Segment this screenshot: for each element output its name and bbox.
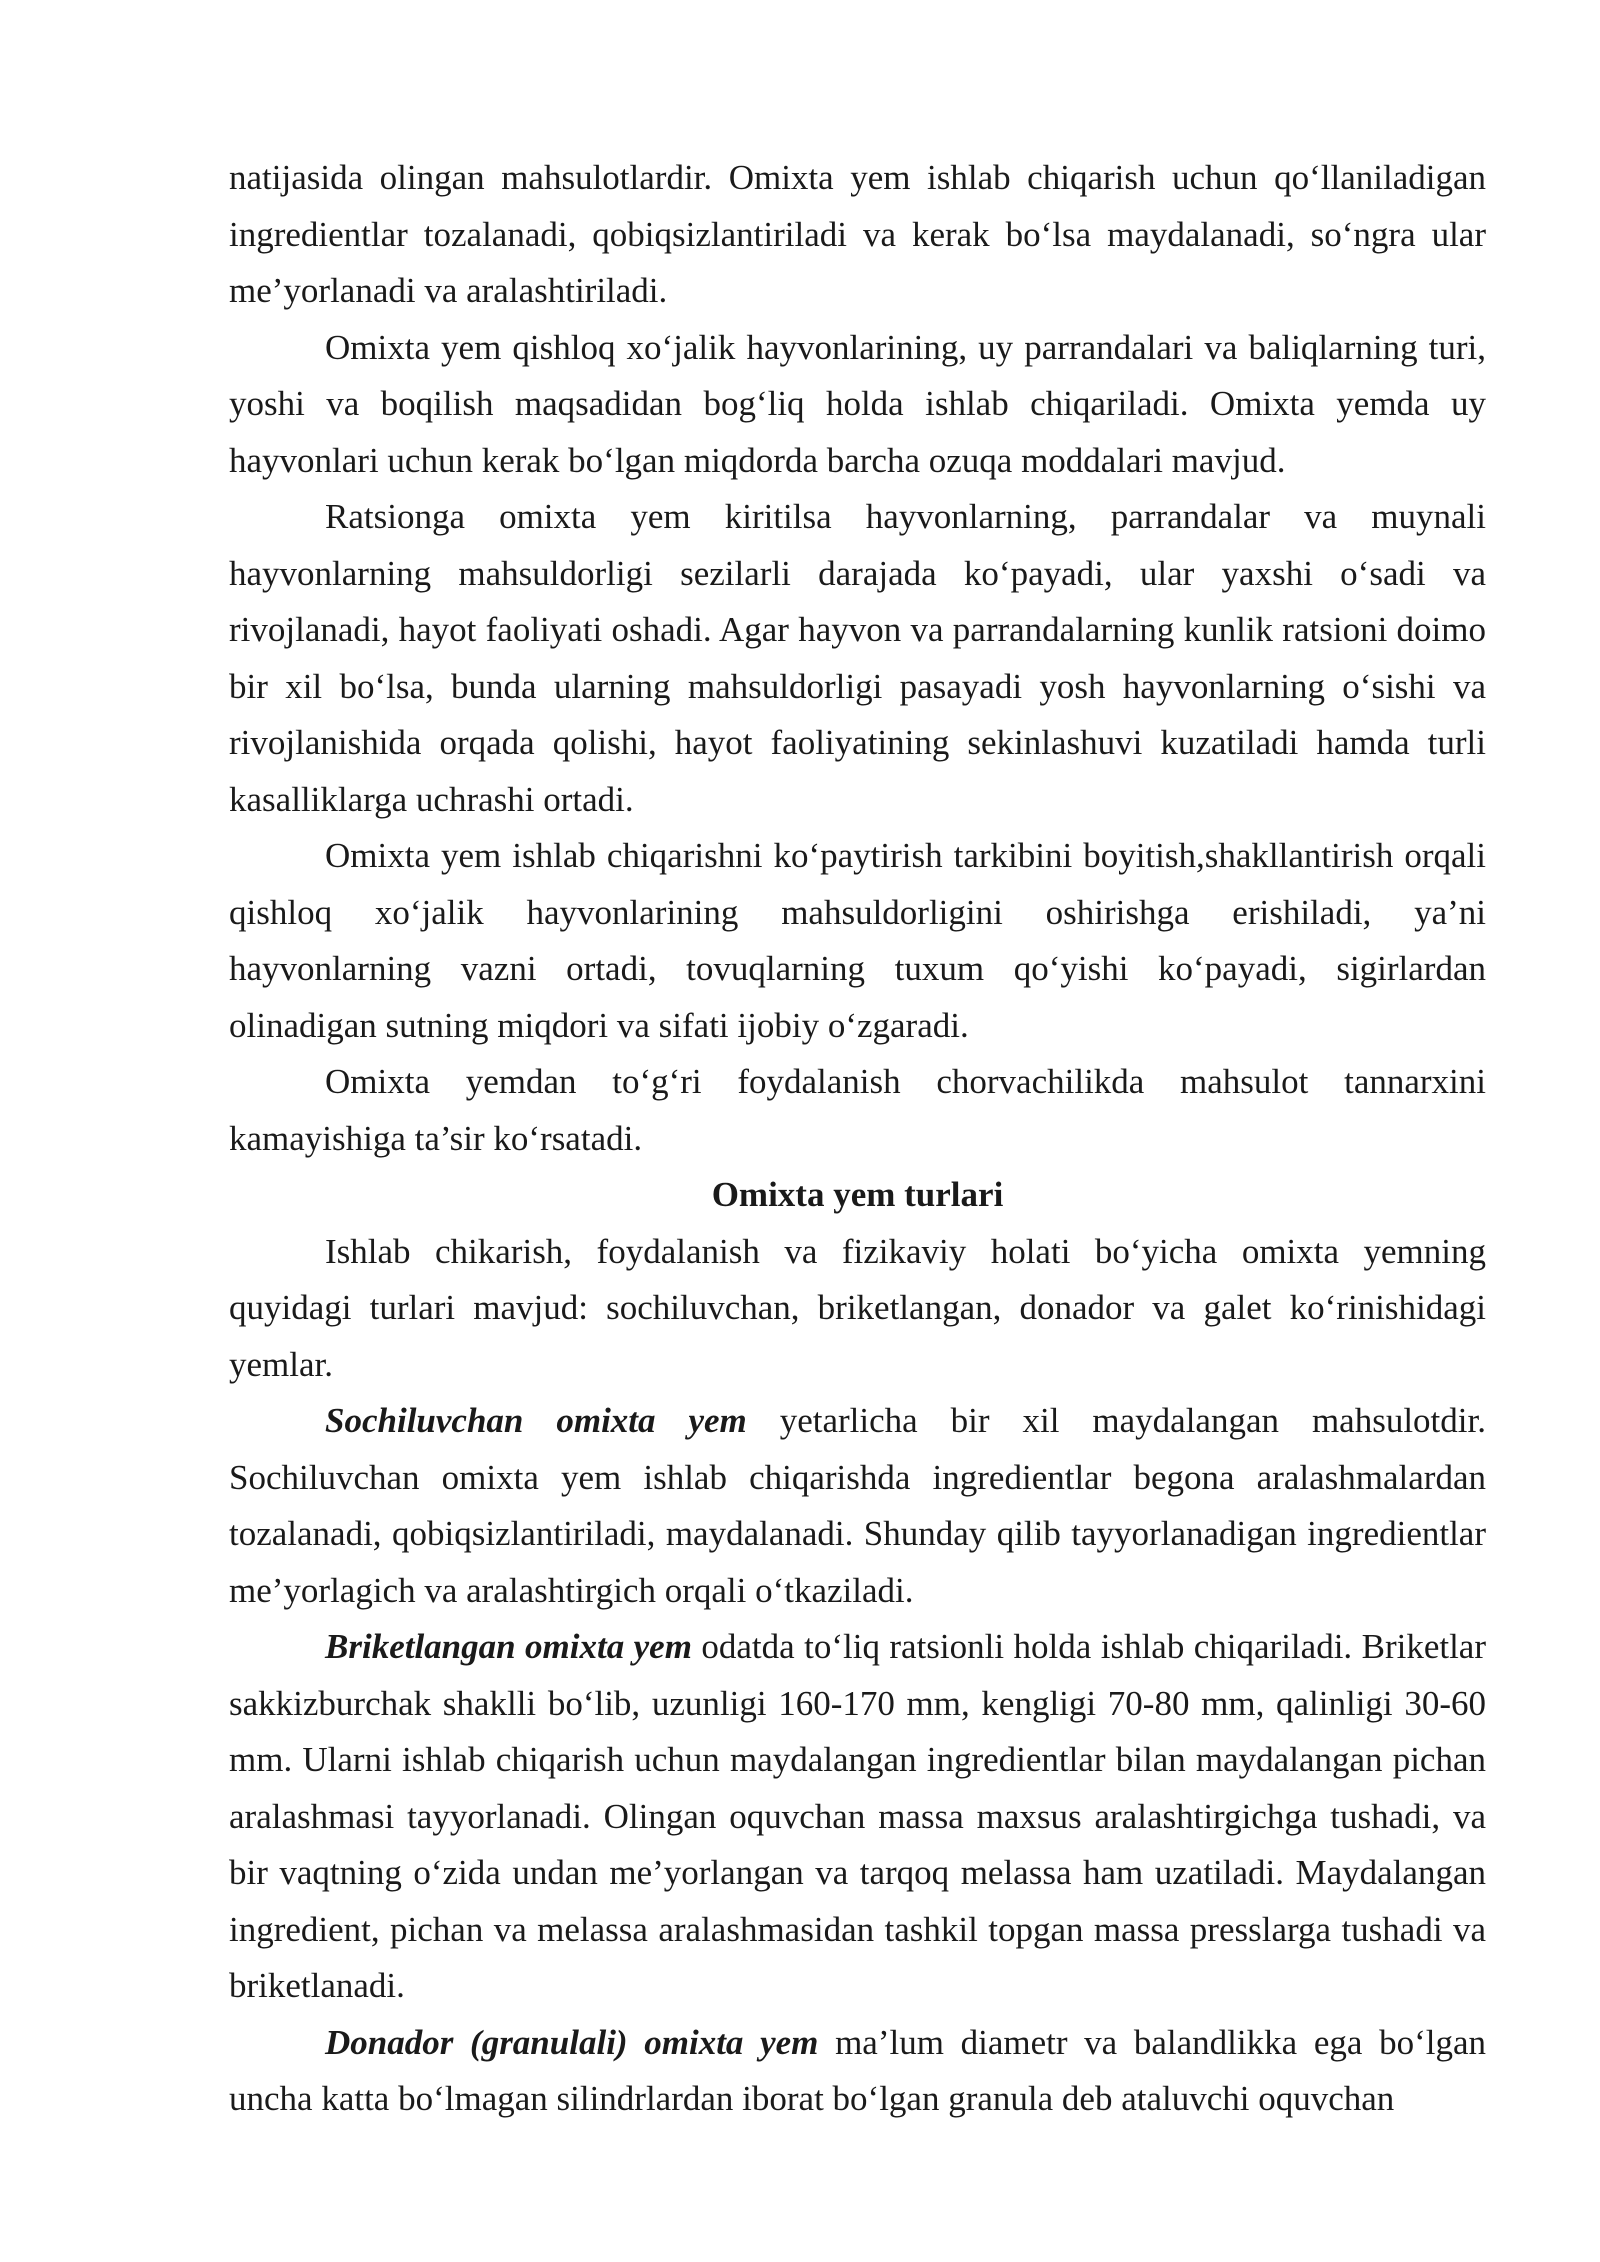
briquette-feed-text: odatda to‘liq ratsionli holda ishlab chiqariladi. Briketlar sakkizburchak shaklli bo‘lib, uzunligi 160-170 mm, kengligi 70-80 mm, qalinligi 30-60 mm. Ularni ishlab chiqarish uchun maydalangan ingredientlar bilan maydalangan pichan aralashmasi tayyorlanadi. Olingan oquvchan massa maxsus aralashtirgichga tushadi, va bir vaqtning o‘zida undan me’yorlangan va tarqoq melassa ham uzatiladi. Maydalangan ingredient, pichan va melassa aralashmasidan tashkil topgan massa presslarga tushadi va briketlanadi. bbox=[229, 1627, 1486, 2005]
section-heading: Omixta yem turlari bbox=[711, 1175, 1004, 1214]
paragraph-loose-feed bbox=[229, 1393, 1486, 1619]
paragraph-production-purpose: Omixta yem qishloq xo‘jalik hayvonlarining, uy parrandalari va baliqlarning turi, yoshi va boqilish maqsadidan bog‘liq holda ishlab chiqariladi. Omixta yemda uy hayvonlari uchun kerak bo‘lgan miqdorda barcha ozuqa moddalari mavjud. bbox=[229, 327, 1486, 480]
paragraph-cost-reduction: Omixta yemdan to‘g‘ri foydalanish chorvachilikda mahsulot tannarxini kamayishiga ta’sir ko‘rsatadi. bbox=[229, 1062, 1486, 1158]
paragraph-continuation: natijasida olingan mahsulotlardir. Omixta yem ishlab chiqarish uchun qo‘llaniladigan ingredientlar tozalanadi, qobiqsizlantiriladi va kerak bo‘lsa maydalanadi, so‘ngra ular me’yorlanadi va aralashtiriladi. bbox=[229, 158, 1486, 310]
paragraph-types-intro: Ishlab chikarish, foydalanish va fizikaviy holati bo‘yicha omixta yemning quyidagi turlari mavjud: sochiluvchan, briketlangan, donador va galet ko‘rinishidagi yemlar. bbox=[229, 1231, 1486, 1384]
document-body bbox=[229, 150, 1486, 2128]
loose-feed-text: yetarlicha bir xil maydalangan mahsulotdir. Sochiluvchan omixta yem ishlab chiqarishda ingredientlar begona aralashmalardan tozalanadi, qobiqsizlantiriladi, maydalanadi. Shunday qilib tayyorlanadigan ingredientlar me’yorlagich va aralashtirgich orqali o‘tkaziladi. bbox=[229, 1401, 1486, 1610]
paragraph-ration-benefits: Ratsionga omixta yem kiritilsa hayvonlarning, parrandalar va muynali hayvonlarning mahsuldorligi sezilarli darajada ko‘payadi, ular yaxshi o‘sadi va rivojlanadi, hayot faoliyati oshadi. Agar hayvon va parrandalarning kunlik ratsioni doimo bir xil bo‘lsa, bunda ularning mahsuldorligi pasayadi yosh hayvonlarning o‘sishi va rivojlanishida orqada qolishi, hayot faoliyatining sekinlashuvi kuzatiladi hamda turli kasalliklarga uchrashi ortadi. bbox=[229, 497, 1486, 819]
paragraph-briquette-feed bbox=[229, 1619, 1486, 2015]
granular-feed-text: ma’lum diametr va balandlikka ega bo‘lgan uncha katta bo‘lmagan silindrlardan iborat bo‘lgan granula deb ataluvchi oquvchan bbox=[229, 2022, 1486, 2118]
paragraph-productivity: Omixta yem ishlab chiqarishni ko‘paytirish tarkibini boyitish,shakllantirish orqali qishloq xo‘jalik hayvonlarining mahsuldorligini oshirishga erishiladi, ya’ni hayvonlarning vazni ortadi, tovuqlarning tuxum qo‘yishi ko‘payadi, sigirlardan olinadigan sutning miqdori va sifati ijobiy o‘zgaradi. bbox=[229, 836, 1486, 1045]
term-briquette-feed: Briketlangan omixta yem bbox=[325, 1627, 692, 1666]
term-loose-feed: Sochiluvchan omixta yem bbox=[325, 1401, 747, 1440]
term-granular-feed: Donador (granulali) omixta yem bbox=[325, 2022, 819, 2062]
paragraph-granular-feed bbox=[229, 2015, 1486, 2128]
